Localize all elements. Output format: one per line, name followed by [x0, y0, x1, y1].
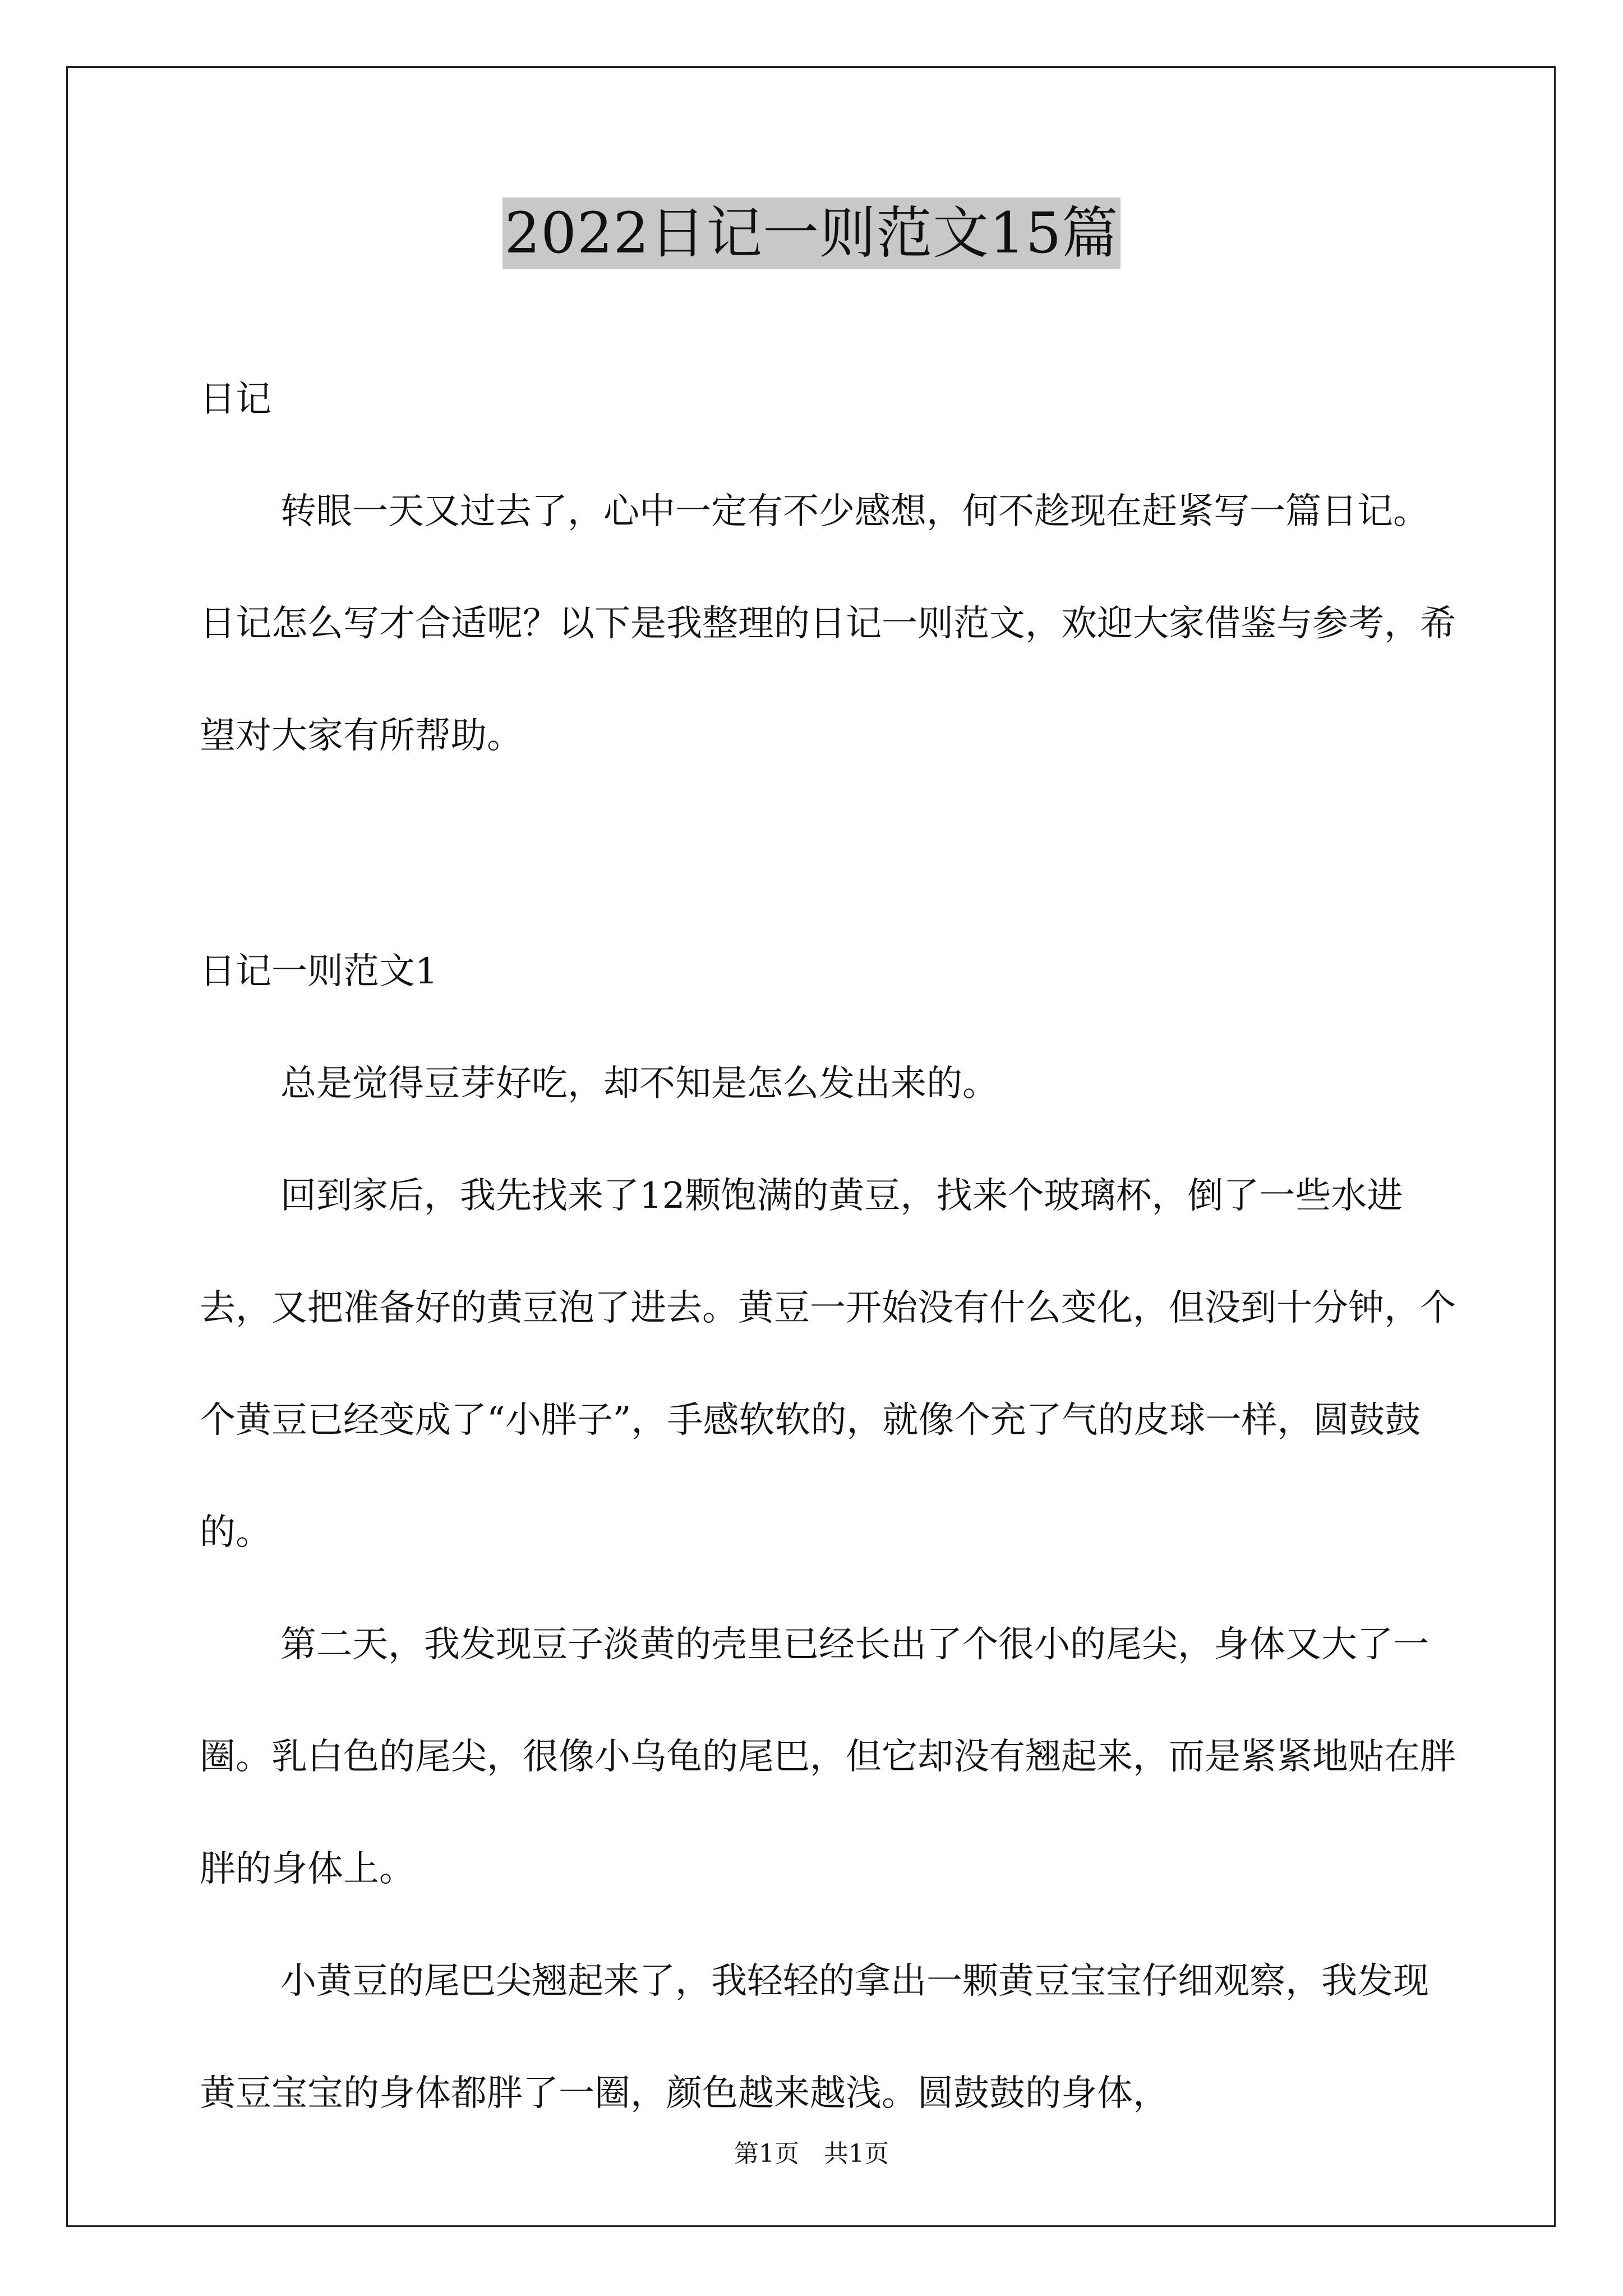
- paragraph-4: 小黄豆的尾巴尖翘起来了，我轻轻的拿出一颗黄豆宝宝仔细观察，我发现黄豆宝宝的身体都胖了一圈，颜色越来越浅。圆鼓鼓的身体，: [200, 1961, 1429, 2114]
- intro-paragraph: 转眼一天又过去了，心中一定有不少感想，何不趁现在赶紧写一篇日记。日记怎么写才合适呢？以下是我整理的日记一则范文，欢迎大家借鉴与参考，希望对大家有所帮助。: [200, 491, 1456, 757]
- section-label: 日记: [200, 379, 271, 420]
- document-title: 2022日记一则范文15篇: [502, 197, 1121, 269]
- page-footer: 第1页 共1页: [734, 2139, 889, 2168]
- paragraph-3: 第二天，我发现豆子淡黄的壳里已经长出了个很小的尾尖，身体又大了一圈。乳白色的尾尖，很像小乌龟的尾巴，但它却没有翘起来，而是紧紧地贴在胖胖的身体上。: [200, 1624, 1456, 1890]
- document-body: [200, 343, 1456, 2150]
- spacer: [200, 792, 1456, 915]
- paragraph-1: 总是觉得豆芽好吃，却不知是怎么发出来的。: [280, 1063, 998, 1105]
- essay-title: 日记一则范文1: [200, 951, 438, 992]
- title-container: [0, 197, 1623, 269]
- paragraph-2: 回到家后，我先找来了12颗饱满的黄豆，找来个玻璃杯，倒了一些水进去，又把准备好的黄豆泡了进去。黄豆一开始没有什么变化，但没到十分钟，个个黄豆已经变成了“小胖子”，手感软软的，就像个充了气的皮球一样，圆鼓鼓的。: [200, 1175, 1456, 1553]
